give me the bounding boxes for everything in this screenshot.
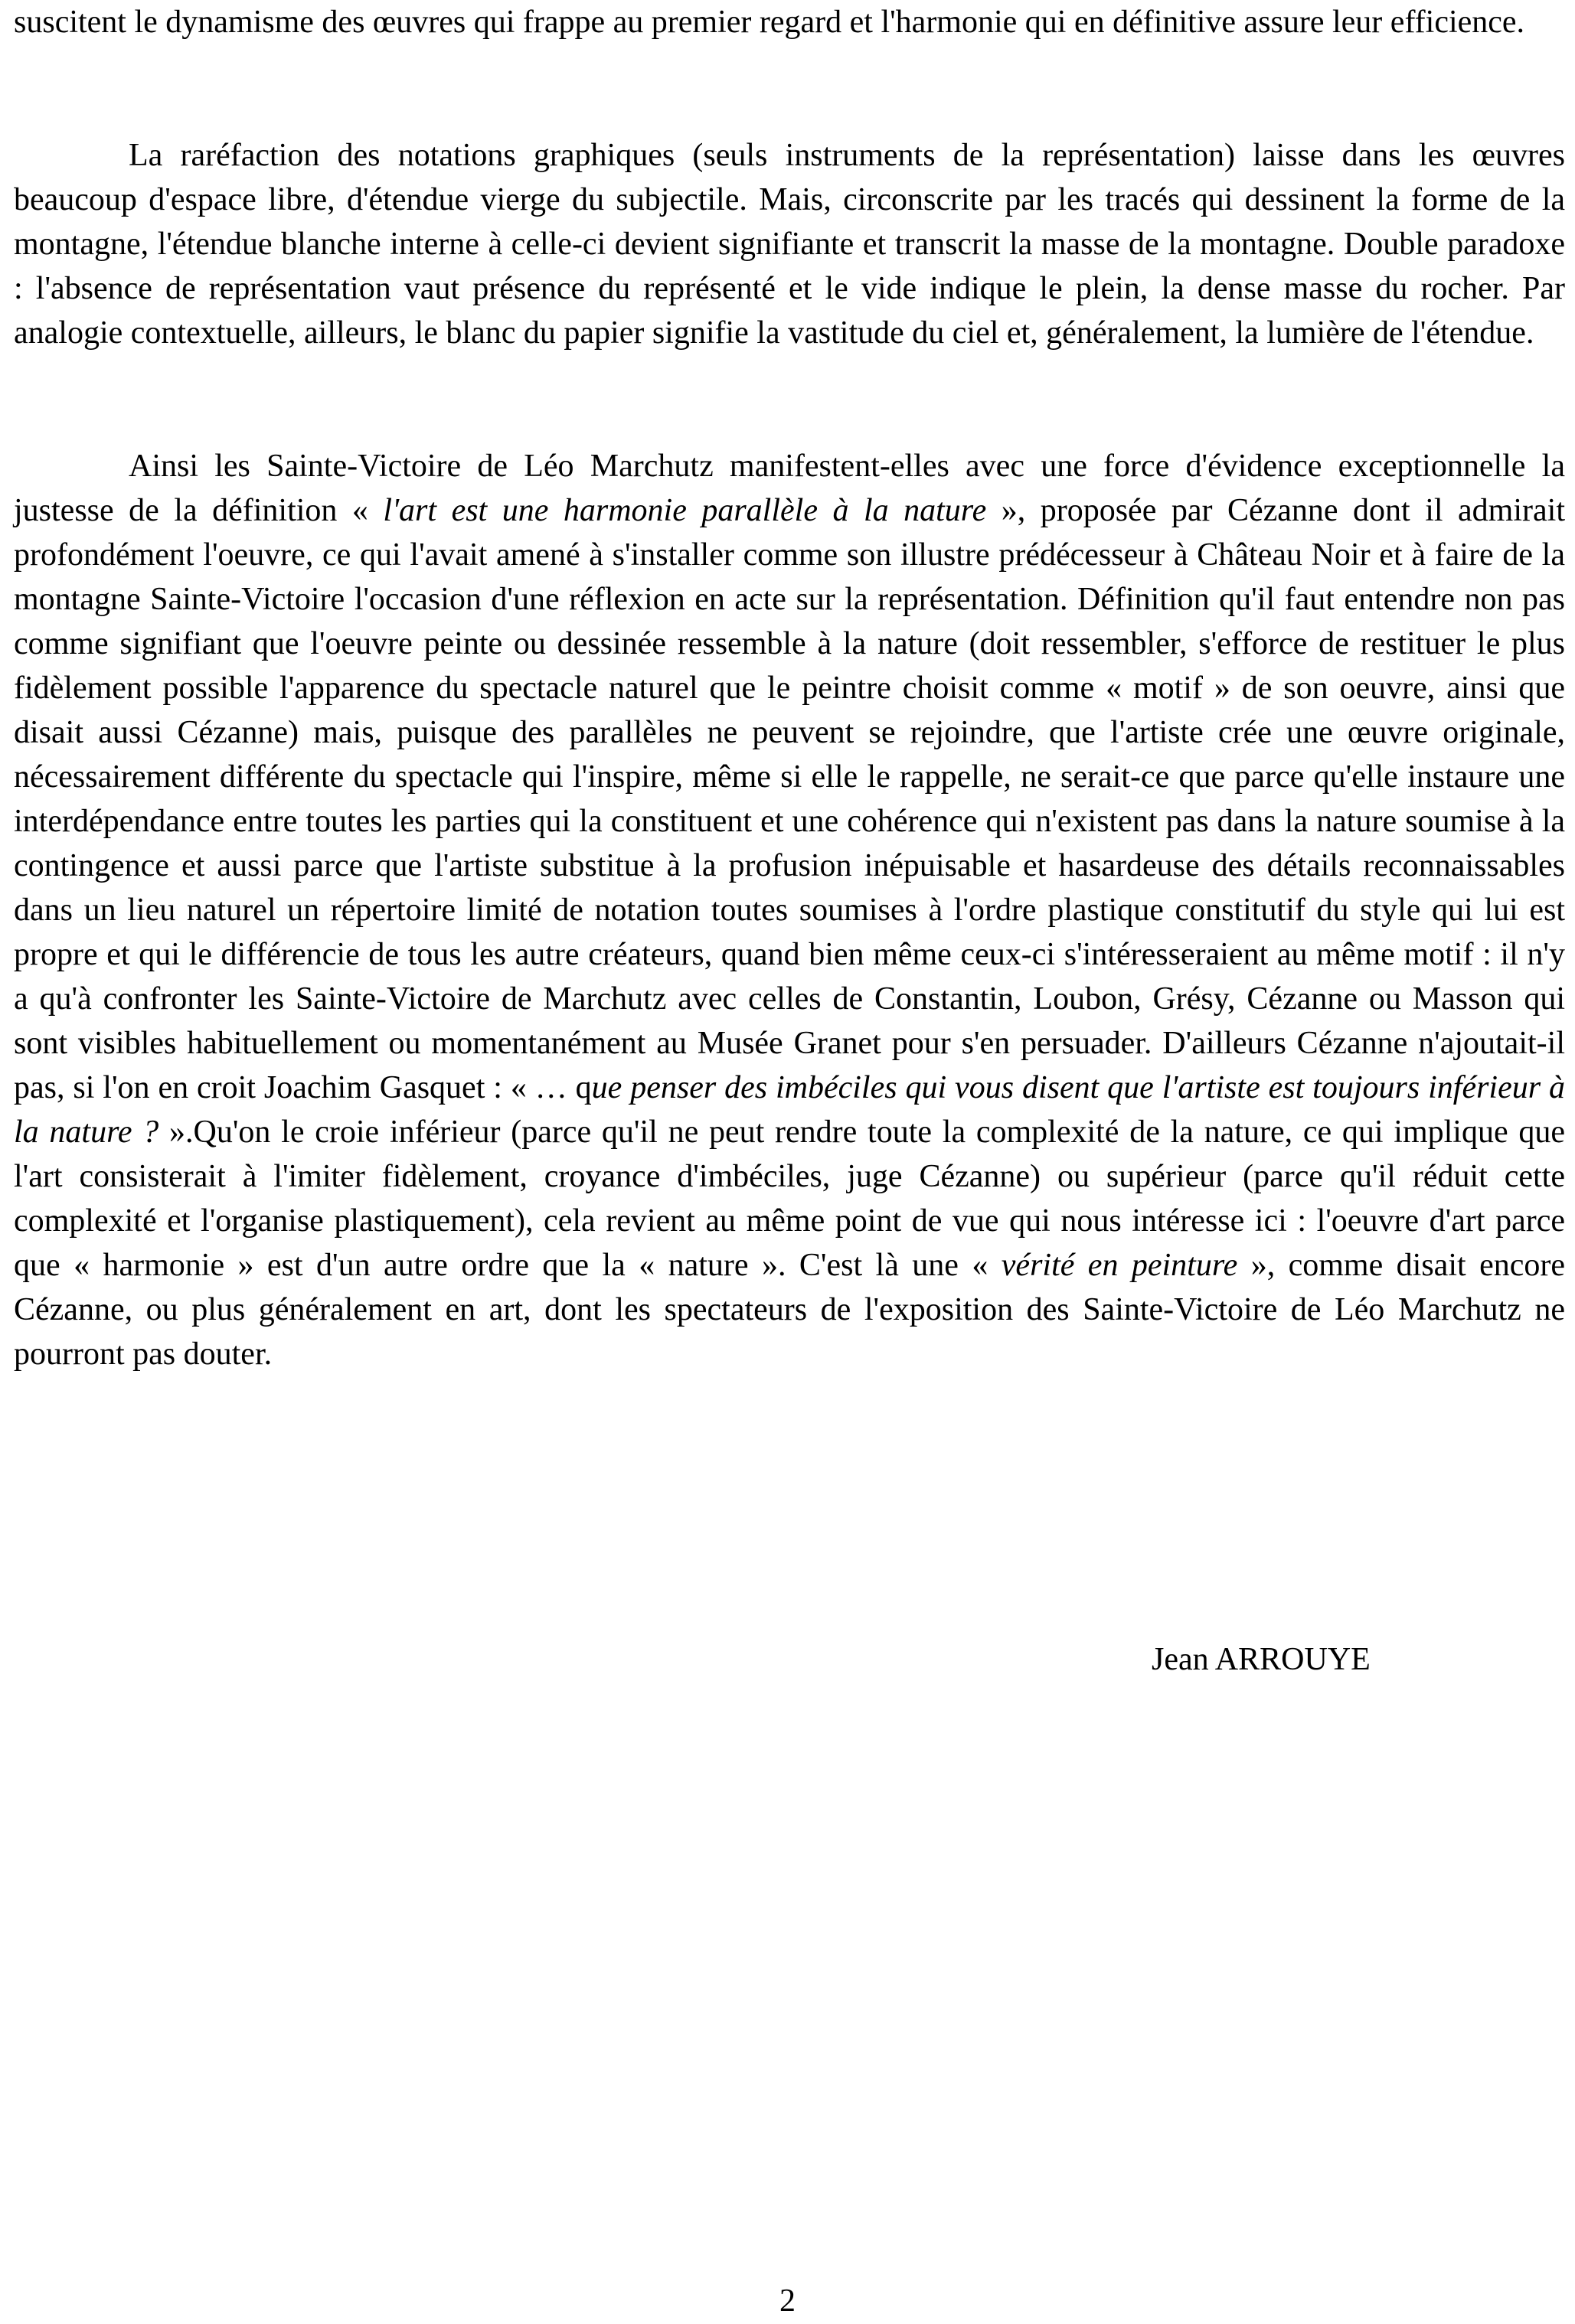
document-page: [14, 0, 1565, 2324]
paragraph-text: », proposée par Cézanne dont il admirait profondément l'oeuvre, ce qui l'avait amené à s'installer comme son illustre prédécesseur à Château Noir et à faire de la montagne Sainte-Victoire l'occasion d'une réflexion en acte sur la représentation. Définition qu'il faut entendre non pas comme signifiant que l'oeuvre peinte ou dessinée ressemble à la nature (doit ressembler, s'efforce de restituer le plus fidèlement possible l'apparence du spectacle naturel que le peintre choisit comme « motif » de son oeuvre, ainsi que disait aussi Cézanne) mais, puisque des parallèles ne peuvent se rejoindre, que l'artiste crée une œuvre originale, nécessairement différente du spectacle qui l'inspire, même si elle le rappelle, ne serait-ce que parce qu'elle instaure une interdépendance entre toutes les parties qui la constituent et une cohérence qui n'existent pas dans la nature soumise à la contingence et aussi parce que l'artiste substitue à la profusion inépuisable et hasardeuse des détails reconnaissables dans un lieu naturel un répertoire limité de notation toutes soumises à l'ordre plastique constitutif du style qui lui est propre et qui le différencie de tous les autre créateurs, quand bien même ceux-ci s'intéresseraient au même motif : il n'y a qu'à confronter les Sainte-Victoire de Marchutz avec celles de Constantin, Loubon, Grésy, Cézanne ou Masson qui sont visibles habituellement ou momentanément au Musée Granet pour s'en persuader. D'ailleurs Cézanne n'ajoutait-il pas, si l'on en croit Joachim Gasquet : « … q: [14, 493, 1565, 1105]
page-number: 2: [779, 2283, 796, 2319]
cezanne-quote-harmony: l'art est une harmonie parallèle à la nature: [383, 493, 987, 528]
paragraph-text: Ainsi les Sainte-Victoire de Léo Marchutz manifestent-elles avec une force d'évidence exceptionnelle la justesse de la définition «: [14, 449, 1565, 528]
paragraph-text: ».Qu'on le croie inférieur (parce qu'il ne peut rendre toute la complexité de la nature, ce qui implique que l'art consisterait à l'imiter fidèlement, croyance d'imbéciles, juge Cézanne) ou supérieur (parce qu'il réduit cette complexité et l'organise plastiquement), cela revient au même point de vue qui nous intéresse ici : l'oeuvre d'art parce que « harmonie » est d'un autre ordre que la « nature ». C'est là une «: [14, 1115, 1566, 1283]
paragraph-text: », comme disait encore Cézanne, ou plus généralement en art, dont les spectateurs de l'exposition des Sainte-Victoire de Léo Marchutz ne pourront pas douter.: [14, 1248, 1565, 1372]
paragraph-harmony: [14, 444, 1565, 1376]
cezanne-quote-imbeciles: ue penser des imbéciles qui vous disent que l'artiste est toujours inférieur à la nature ?: [14, 1070, 1565, 1150]
author-signature: Jean ARROUYE: [1152, 1642, 1371, 1677]
cezanne-quote-verite: vérité en peinture: [1001, 1248, 1238, 1283]
paragraph-continuation: suscitent le dynamisme des œuvres qui frappe au premier regard et l'harmonie qui en définitive assure leur efficience.: [14, 5, 1525, 40]
paragraph-notations: La raréfaction des notations graphiques (seuls instruments de la représentation) laisse dans les œuvres beaucoup d'espace libre, d'étendue vierge du subjectile. Mais, circonscrite par les tracés qui dessinent la forme de la montagne, l'étendue blanche interne à celle-ci devient signifiante et transcrit la masse de la montagne. Double paradoxe : l'absence de représentation vaut présence du représenté et le vide indique le plein, la dense masse du rocher. Par analogie contextuelle, ailleurs, le blanc du papier signifie la vastitude du ciel et, généralement, la lumière de l'étendue.: [14, 138, 1565, 351]
